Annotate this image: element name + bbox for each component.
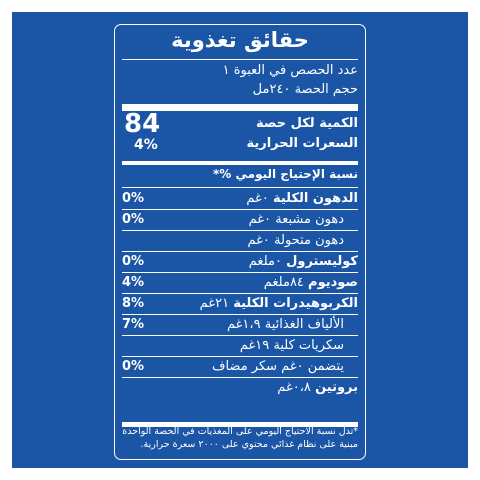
nutrient-row — [122, 190, 358, 208]
divider — [122, 59, 358, 60]
nutrient-amount: ١٩غم — [239, 338, 270, 353]
footnote: *تدل نسبة الاحتياج اليومي على المغذيات في الحصة الواحدة مبنية على نظام غذائي محتوي على ٢٠٠٠ سعرة حرارية. — [122, 426, 358, 450]
nutrient-percent: 0% — [122, 254, 145, 269]
nutrient-label — [240, 337, 344, 355]
servings-per-container: عدد الحصص في العبوة ١ — [222, 63, 358, 78]
nutrient-label — [249, 253, 358, 271]
nutrient-label — [247, 232, 344, 250]
nutrient-name: بروتين — [315, 380, 358, 395]
nutrient-divider — [122, 356, 358, 357]
nutrient-label — [200, 295, 358, 313]
nutrient-amount: ٠،٨غم — [277, 380, 311, 395]
label-title: حقائق تغذوية — [171, 28, 309, 52]
divider — [122, 187, 358, 188]
nutrient-divider — [122, 230, 358, 231]
nutrient-row — [122, 316, 358, 334]
nutrient-row — [122, 274, 358, 292]
nutrient-percent: 0% — [122, 191, 145, 206]
calories-label: السعرات الحرارية — [246, 136, 358, 151]
serving-size: حجم الحصة ٢٤٠مل — [252, 82, 358, 97]
nutrient-row — [122, 211, 358, 229]
nutrient-row — [122, 232, 358, 250]
nutrient-name: الألياف الغذائية — [264, 317, 344, 332]
nutrient-label — [227, 316, 344, 334]
nutrient-name: كوليسترول — [286, 254, 358, 269]
nutrient-divider — [122, 314, 358, 315]
nutrient-divider — [122, 209, 358, 210]
nutrient-name: الدهون الكلية — [272, 191, 358, 206]
nutrient-amount: ٠ملغم — [248, 254, 282, 269]
nutrient-divider — [122, 272, 358, 273]
nutrient-divider — [122, 251, 358, 252]
nutrient-amount: ٠غم — [247, 233, 270, 248]
nutrient-amount: ٨٤ملغم — [263, 275, 304, 290]
nutrient-label — [246, 190, 358, 208]
nutrient-amount: ٢١غم — [199, 296, 230, 311]
nutrient-name: صوديوم — [308, 275, 358, 290]
nutrient-row — [122, 358, 358, 376]
nutrient-amount: ٠غم سكر مضاف — [212, 359, 304, 374]
nutrient-label — [249, 211, 344, 229]
nutrient-name: دهون متحولة — [274, 233, 344, 248]
nutrient-row — [122, 295, 358, 313]
nutrient-label — [264, 274, 358, 292]
calories-block — [122, 109, 358, 157]
nutrition-facts-label — [114, 24, 366, 460]
nutrient-name: يتضمن — [307, 359, 344, 374]
nutrient-percent: 8% — [122, 296, 145, 311]
nutrient-divider — [122, 377, 358, 378]
calories-value: 84 — [124, 109, 161, 139]
nutrient-label — [277, 379, 358, 397]
nutrient-name: دهون مشبعة — [275, 212, 344, 227]
medium-divider — [122, 161, 358, 165]
amount-per-serving: الكمية لكل حصة — [256, 116, 358, 131]
nutrient-name: الكربوهيدرات الكلية — [233, 296, 358, 311]
nutrient-percent: 7% — [122, 317, 145, 332]
calories-percent: 4% — [134, 137, 158, 153]
nutrient-divider — [122, 293, 358, 294]
nutrient-amount: ٠غم — [248, 212, 272, 227]
nutrient-percent: 4% — [122, 275, 145, 290]
nutrient-row — [122, 253, 358, 271]
nutrient-amount: ٠غم — [246, 191, 269, 206]
nutrient-amount: ١،٩غم — [226, 317, 261, 332]
nutrient-row — [122, 337, 358, 355]
nutrient-percent: 0% — [122, 212, 145, 227]
nutrient-label — [212, 358, 344, 376]
nutrient-percent: 0% — [122, 359, 145, 374]
nutrient-name: سكريات كلية — [273, 338, 344, 353]
daily-value-header: نسبة الإحتياج اليومي %* — [213, 167, 358, 181]
nutrient-row — [122, 379, 358, 397]
nutrient-divider — [122, 335, 358, 336]
calories-labels — [246, 114, 358, 154]
